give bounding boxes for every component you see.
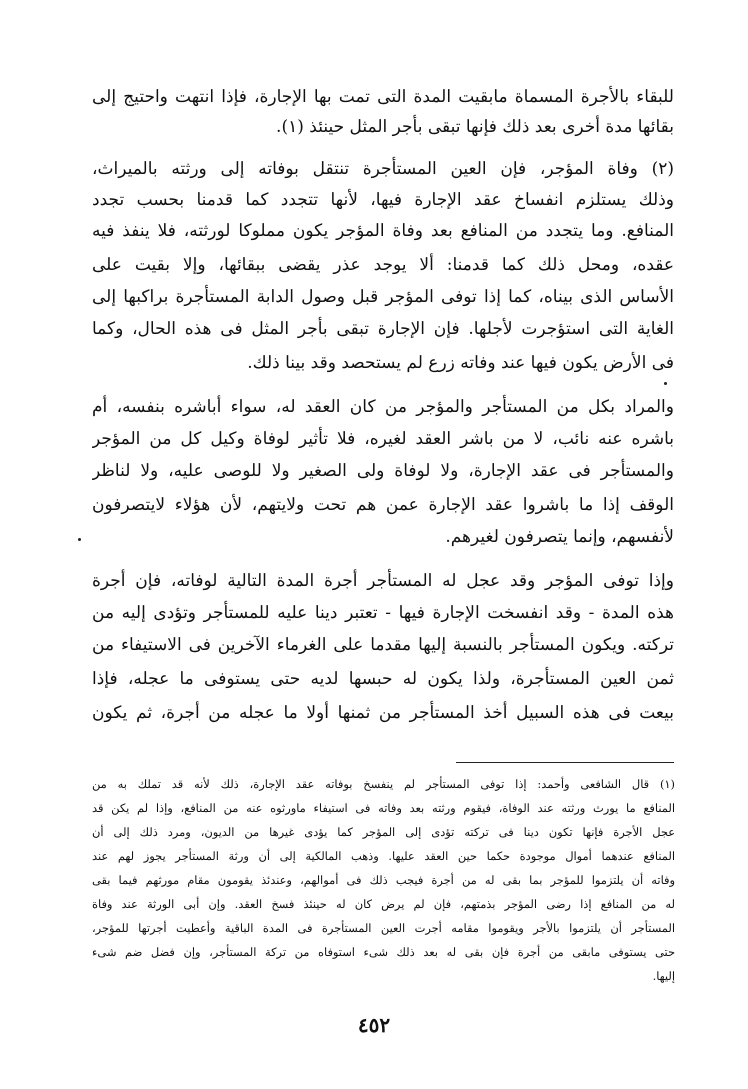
scan-speck xyxy=(664,382,667,385)
scan-speck xyxy=(78,538,81,541)
body-line: (٢) وفاة المؤجر، فإن العين المستأجرة تنتقل بوفاته إلى ورثته بالميراث، xyxy=(92,159,674,179)
body-line: وذلك يستلزم انفساخ عقد الإجارة فيها، لأنها تتجدد كما قدمنا بحسب تجدد xyxy=(92,190,674,210)
footnote-line: عجل الأجرة فإنها تكون دينا فى تركته تؤدى إلى المؤجر كما يؤدى غيرها من الديون، ومرد ذلك إلى أن xyxy=(92,825,675,839)
body-line: والمراد بكل من المستأجر والمؤجر من كان العقد له، سواء أباشره بنفسه، أم xyxy=(92,397,674,417)
body-line: والمستأجر فى عقد الإجارة، ولا لوفاة ولى الصغير ولا للوصى عليه، ولا لناظر xyxy=(92,461,674,481)
body-line: عقده، ومحل ذلك كما قدمنا: ألا يوجد عذر يقضى ببقائها، وإلا بقيت على xyxy=(92,255,674,275)
footnote-line: المنافع عندهما أموال موجودة حكما حين العقد عليها. وذهب المالكية إلى أن ورثة المستأجر يجوز لهم عند xyxy=(92,849,675,863)
footnote-line: (١) قال الشافعى وأحمد: إذا توفى المستأجر لم ينفسخ بوفاته عقد الإجارة، ذلك لأنه قد تملك به من xyxy=(92,777,675,791)
body-line: الأساس الذى بيناه، كما إذا توفى المؤجر قبل وصول الدابة المستأجرة براكبها إلى xyxy=(92,287,674,307)
body-line: للبقاء بالأجرة المسماة مابقيت المدة التى تمت بها الإجارة، فإذا انتهت واحتيج إلى xyxy=(92,87,674,107)
footnote-separator xyxy=(456,762,674,763)
body-line: فى الأرض يكون فيها عند وفاته زرع لم يستحصد وقد بينا ذلك. xyxy=(247,353,674,373)
footnote-line: حتى يستوفى مابقى من أجرة فإن بقى له بعد ذلك شىء استوفاه من تركة المستأجر، وإن فضل ضم شىء xyxy=(92,945,675,959)
body-line: الوقف إذا ما باشروا عقد الإجارة عمن هم تحت ولايتهم، لأن هؤلاء لايتصرفون xyxy=(92,495,674,515)
body-line: هذه المدة - وقد انفسخت الإجارة فيها - تعتبر دينا عليه للمستأجر وتؤدى إليه من xyxy=(92,603,674,623)
footnote-line: له من المنافع إذا رضى المؤجر بذمتهم، فإن لم يرض كان له حينئذ فسخ العقد. وإن أبى الورثة عند وفاة xyxy=(92,897,675,911)
footnote-line: وفاته أن يلتزموا للمؤجر بما بقى له من أجرة فيجب ذلك فى أموالهم، وعندئذ يقومون مقام مورثهم فيما بقى xyxy=(92,873,675,887)
body-line: باشره عنه نائب، لا من باشر العقد لغيره، فلا تأثير لوفاة وكيل كل من المؤجر xyxy=(92,429,674,449)
body-line: بقائها مدة أخرى بعد ذلك فإنها تبقى بأجر المثل حينئذ (١). xyxy=(276,117,674,137)
body-line: ثمن العين المستأجرة، ولذا يكون له حبسها لديه حتى يستوفى ما عجله، فإذا xyxy=(92,669,674,689)
body-line: لأنفسهم، وإنما يتصرفون لغيرهم. xyxy=(445,527,674,547)
page-number: ٤٥٢ xyxy=(357,1013,391,1037)
body-line: تركته. ويكون المستأجر بالنسبة إليها مقدما على الغرماء الآخرين فى الاستيفاء من xyxy=(92,635,674,655)
footnote-line: المنافع ما يورث ورثته عند الوفاة، فيقوم ورثته بعد وفاته فى استيفاء ماورثوه عنه من المنافع، وإذا لم يكن قد xyxy=(92,801,675,815)
body-line: بيعت فى هذه السبيل أخذ المستأجر من ثمنها أولا ما عجله من أجرة، ثم يكون xyxy=(92,703,674,723)
footnote-line: إليها. xyxy=(652,969,675,983)
body-line: وإذا توفى المؤجر وقد عجل له المستأجر أجرة المدة التالية لوفاته، فإن أجرة xyxy=(92,571,674,591)
body-line: الغاية التى استؤجرت لأجلها. فإن الإجارة تبقى بأجر المثل فى هذه الحال، وكما xyxy=(92,319,674,339)
body-line: المنافع. وما يتجدد من المنافع بعد وفاة المؤجر يكون مملوكا لورثته، فلا ينفذ فيه xyxy=(92,221,674,241)
footnote-line: المستأجر أن يلتزموا بالأجر ويقوموا مقامه أجرت العين المستأجرة فى المدة الباقية وأعطيت أجرتها للمؤجر، xyxy=(92,921,675,935)
